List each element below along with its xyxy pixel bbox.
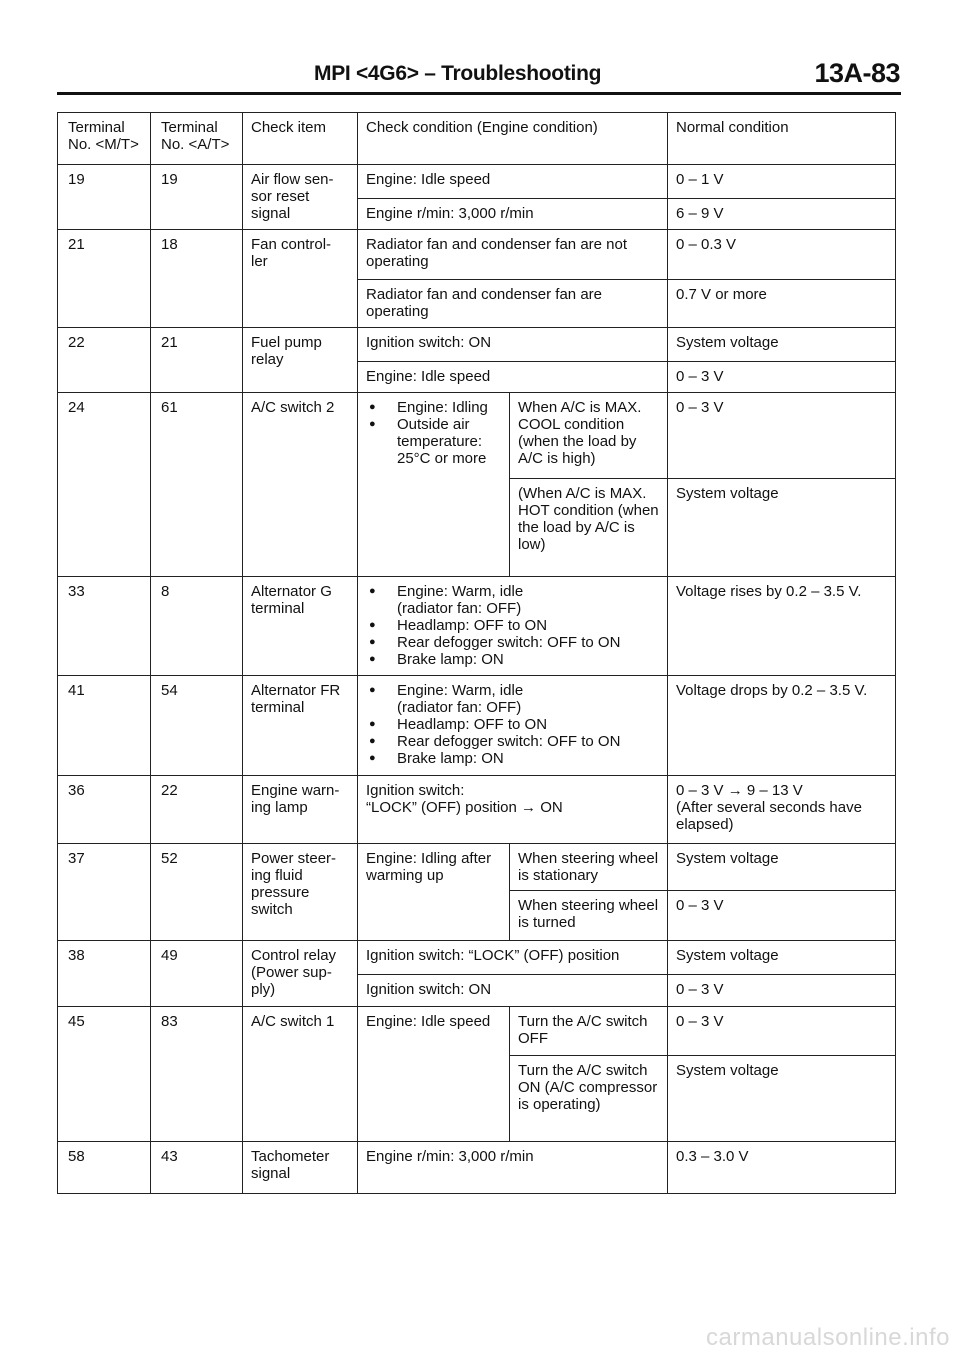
normal-condition: System voltage	[668, 1056, 896, 1142]
normal-condition: System voltage	[668, 328, 896, 362]
terminal-at: 49	[151, 941, 243, 1007]
bullet-item: ● Engine: Warm, idle	[366, 583, 661, 600]
page-title: MPI <4G6> – Troubleshooting	[314, 62, 602, 85]
header-terminal-at	[151, 113, 243, 165]
bullet-continuation: (radiator fan: OFF)	[397, 699, 522, 716]
header-rule	[57, 92, 901, 95]
header-terminal-at-line1: Terminal	[161, 119, 218, 136]
header-check-item: Check item	[243, 113, 358, 165]
terminal-at: 52	[151, 844, 243, 941]
check-condition: Engine: Idle speed	[358, 362, 668, 393]
normal-condition: 0 – 3 V	[668, 975, 896, 1007]
bullet-item: ● Rear defogger switch: OFF to ON	[366, 634, 661, 651]
terminal-mt: 22	[58, 328, 151, 393]
bullet-item: ● Rear defogger switch: OFF to ON	[366, 733, 661, 750]
bullet-continuation: (radiator fan: OFF)	[397, 600, 522, 617]
sub-condition: When steering wheel is turned	[510, 891, 668, 941]
header-terminal-mt-line2: No. <M/T>	[68, 136, 139, 153]
terminal-at: 18	[151, 230, 243, 328]
normal-condition: Voltage drops by 0.2 – 3.5 V.	[668, 676, 896, 776]
terminal-mt: 37	[58, 844, 151, 941]
terminal-at: 8	[151, 577, 243, 676]
check-condition: Engine: Idle speed	[358, 165, 668, 199]
condition-bullet-list	[366, 583, 661, 668]
terminal-mt: 58	[58, 1142, 151, 1194]
normal-condition: Voltage rises by 0.2 – 3.5 V.	[668, 577, 896, 676]
check-condition: Ignition switch: ON	[358, 975, 668, 1007]
check-condition: Ignition switch: ON	[358, 328, 668, 362]
normal-condition: System voltage	[668, 941, 896, 975]
table-row	[58, 165, 896, 199]
terminal-mt: 41	[58, 676, 151, 776]
check-item: Fan control- ler	[243, 230, 358, 328]
check-item: Tachometer signal	[243, 1142, 358, 1194]
terminal-at: 22	[151, 776, 243, 844]
check-condition: Radiator fan and condenser fan are operating	[358, 280, 668, 328]
table-row	[58, 776, 896, 844]
check-condition: Engine: Idling after warming up	[358, 844, 510, 941]
normal-condition: 0.7 V or more	[668, 280, 896, 328]
check-item: Fuel pump relay	[243, 328, 358, 393]
normal-condition: System voltage	[668, 844, 896, 891]
table-row	[58, 844, 896, 891]
normal-condition: 0 – 3 V	[668, 393, 896, 479]
check-condition	[358, 577, 668, 676]
troubleshooting-table	[57, 112, 896, 1194]
table-row	[58, 676, 896, 776]
watermark: carmanualsonline.info	[706, 1324, 950, 1351]
header-terminal-at-line2: No. <A/T>	[161, 136, 230, 153]
bullet-continuation: 25°C or more	[397, 450, 487, 467]
check-condition	[358, 676, 668, 776]
check-item: A/C switch 1	[243, 1007, 358, 1142]
check-item: A/C switch 2	[243, 393, 358, 577]
check-condition: Engine: Idle speed	[358, 1007, 510, 1142]
normal-condition: 6 – 9 V	[668, 199, 896, 230]
terminal-mt: 33	[58, 577, 151, 676]
table-row	[58, 393, 896, 479]
bullet-item: ● Headlamp: OFF to ON	[366, 617, 661, 634]
table-row	[58, 230, 896, 280]
sub-condition: Turn the A/C switch OFF	[510, 1007, 668, 1056]
check-item: Control relay (Power sup- ply)	[243, 941, 358, 1007]
header-check-condition: Check condition (Engine condition)	[358, 113, 668, 165]
check-item: Engine warn- ing lamp	[243, 776, 358, 844]
table-row	[58, 1142, 896, 1194]
terminal-mt: 24	[58, 393, 151, 577]
page-number: 13A-83	[814, 58, 900, 88]
check-item: Power steer- ing fluid pressure switch	[243, 844, 358, 941]
check-condition: Ignition switch: “LOCK” (OFF) position	[358, 941, 668, 975]
terminal-at: 43	[151, 1142, 243, 1194]
header-normal-condition: Normal condition	[668, 113, 896, 165]
check-condition: Radiator fan and condenser fan are not operating	[358, 230, 668, 280]
normal-condition: 0 – 0.3 V	[668, 230, 896, 280]
bullet-item: ● Brake lamp: ON	[366, 651, 661, 668]
header-terminal-mt	[58, 113, 151, 165]
bullet-item: ● Outside air	[366, 416, 503, 433]
table-header-row	[58, 113, 896, 165]
condition-bullet-list	[366, 399, 503, 467]
bullet-item: ● Engine: Idling	[366, 399, 503, 416]
check-condition	[358, 393, 510, 577]
normal-condition: 0 – 3 V	[668, 1007, 896, 1056]
bullet-item: ● Brake lamp: ON	[366, 750, 661, 767]
check-item: Alternator G terminal	[243, 577, 358, 676]
terminal-at: 19	[151, 165, 243, 230]
terminal-at: 61	[151, 393, 243, 577]
sub-condition: (When A/C is MAX. HOT condition (when the load by A/C is low)	[510, 479, 668, 577]
check-item: Alternator FR terminal	[243, 676, 358, 776]
check-item: Air flow sen- sor reset signal	[243, 165, 358, 230]
normal-condition: 0 – 1 V	[668, 165, 896, 199]
terminal-mt: 21	[58, 230, 151, 328]
check-condition: Engine r/min: 3,000 r/min	[358, 1142, 668, 1194]
sub-condition: When A/C is MAX. COOL condition (when the load by A/C is high)	[510, 393, 668, 479]
table-row	[58, 1007, 896, 1056]
terminal-at: 54	[151, 676, 243, 776]
table-row	[58, 941, 896, 975]
bullet-item: ● Engine: Warm, idle	[366, 682, 661, 699]
terminal-mt: 36	[58, 776, 151, 844]
terminal-at: 83	[151, 1007, 243, 1142]
header-terminal-mt-line1: Terminal	[68, 119, 125, 136]
sub-condition: When steering wheel is stationary	[510, 844, 668, 891]
bullet-continuation: temperature:	[397, 433, 483, 450]
terminal-mt: 45	[58, 1007, 151, 1142]
check-condition: Ignition switch: “LOCK” (OFF) position → ON	[358, 776, 668, 844]
bullet-item: ● Headlamp: OFF to ON	[366, 716, 661, 733]
normal-condition: 0 – 3 V → 9 – 13 V (After several seconds have elapsed)	[668, 776, 896, 844]
check-condition: Engine r/min: 3,000 r/min	[358, 199, 668, 230]
terminal-mt: 38	[58, 941, 151, 1007]
normal-condition: 0.3 – 3.0 V	[668, 1142, 896, 1194]
normal-condition: System voltage	[668, 479, 896, 577]
table-row	[58, 328, 896, 362]
normal-condition: 0 – 3 V	[668, 362, 896, 393]
normal-condition: 0 – 3 V	[668, 891, 896, 941]
condition-bullet-list	[366, 682, 661, 767]
terminal-mt: 19	[58, 165, 151, 230]
terminal-at: 21	[151, 328, 243, 393]
table-row	[58, 577, 896, 676]
sub-condition: Turn the A/C switch ON (A/C compressor is operating)	[510, 1056, 668, 1142]
